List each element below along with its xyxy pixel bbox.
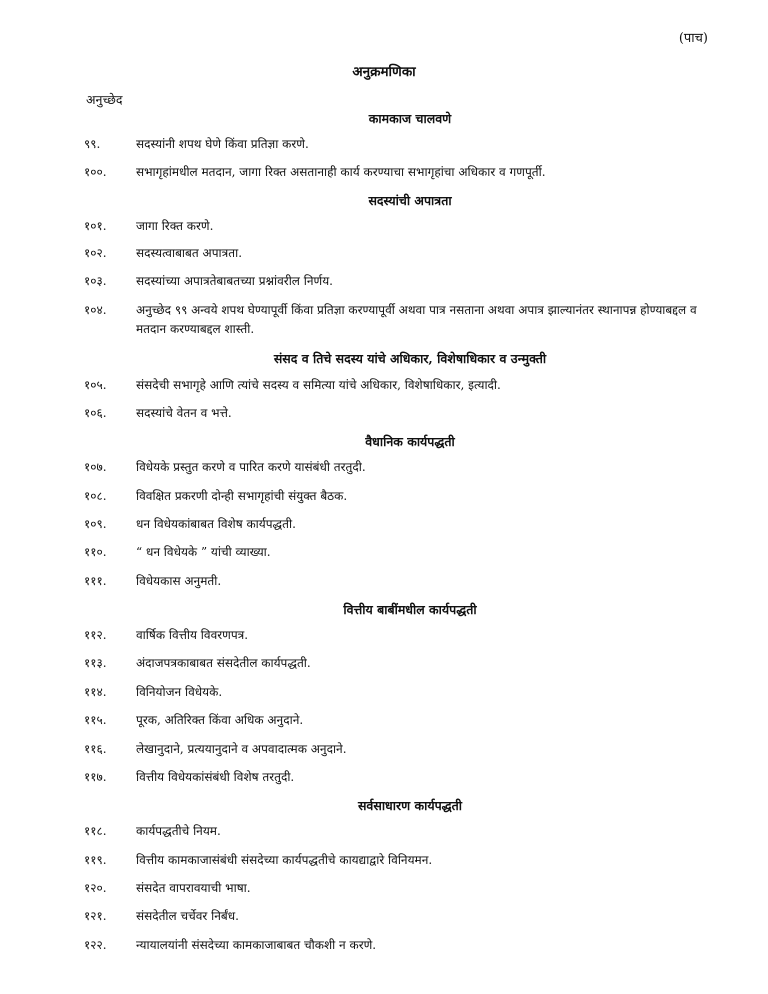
entry-number: १०७.: [84, 460, 107, 474]
toc-entry: [84, 851, 724, 870]
entry-number: ९९.: [84, 137, 101, 151]
section-heading: वैधानिक कार्यपद्धती: [365, 434, 455, 449]
entry-text: संसदेत वापरावयाची भाषा.: [136, 881, 251, 895]
toc-entry: [84, 626, 724, 645]
toc-entry: [84, 654, 724, 673]
entry-number: ११०.: [84, 545, 107, 559]
entry-number: १२२.: [84, 938, 107, 952]
entry-text: लेखानुदाने, प्रत्ययानुदाने व अपवादात्मक अनुदाने.: [136, 742, 347, 756]
entry-number: १०६.: [84, 406, 107, 420]
entry-number: ११३.: [84, 656, 107, 670]
entry-number: १२०.: [84, 881, 107, 895]
entry-text: न्यायालयांनी संसदेच्या कामकाजाबाबत चौकशी न करणे.: [136, 938, 377, 952]
toc-entry: [84, 936, 724, 955]
toc-entry: [84, 487, 724, 506]
toc-entry: [84, 768, 724, 787]
entry-number: १०४.: [84, 303, 107, 317]
toc-entry: [84, 515, 724, 534]
entry-number: १११.: [84, 574, 107, 588]
toc-entry: [84, 135, 724, 154]
entry-text: “ धन विधेयके ” यांची व्याख्या.: [136, 545, 271, 559]
toc-entry: [84, 163, 724, 182]
section-heading: सर्वसाधारण कार्यपद्धती: [357, 798, 463, 813]
entry-text: धन विधेयकांबाबत विशेष कार्यपद्धती.: [136, 517, 296, 531]
entry-number: ११६.: [84, 742, 107, 756]
entry-text: विधेयकास अनुमती.: [136, 574, 222, 588]
section-heading: सदस्यांची अपात्रता: [368, 193, 452, 208]
entry-number: ११८.: [84, 824, 107, 838]
section-heading: वित्तीय बाबींमधील कार्यपद्धती: [343, 602, 477, 617]
entry-text: वार्षिक वित्तीय विवरणपत्र.: [136, 628, 249, 642]
toc-entry: [84, 572, 724, 591]
entry-text: संसदेतील चर्चेवर निर्बंध.: [136, 909, 239, 923]
entry-number: ११२.: [84, 628, 107, 642]
toc-entry: [84, 711, 724, 730]
toc-entry: [84, 683, 724, 702]
entry-text: विवक्षित प्रकरणी दोन्ही सभागृहांची संयुक्त बैठक.: [136, 489, 348, 503]
entry-number: ११९.: [84, 853, 107, 867]
entry-text: सदस्यत्वाबाबत अपात्रता.: [136, 246, 243, 260]
entry-text: कार्यपद्धतीचे नियम.: [136, 824, 221, 838]
entry-text: वित्तीय कामकाजासंबंधी संसदेच्या कार्यपद्धतीचे कायद्याद्वारे विनियमन.: [136, 853, 433, 867]
entry-number: १०१.: [84, 219, 107, 233]
entry-text: अनुच्छेद ९९ अन्वये शपथ घेण्यापूर्वी किंवा प्रतिज्ञा करण्यापूर्वी अथवा पात्र नसताना अथवा अपात्र झाल्यानंतर स्थानापन्न होण्याबद्दल व मतदान करण्याबद्दल शास्ती.: [136, 303, 697, 336]
entry-number: ११७.: [84, 770, 107, 784]
section-heading: कामकाज चालवणे: [368, 111, 452, 126]
entry-number: ११४.: [84, 685, 107, 699]
entry-number: ११५.: [84, 713, 107, 727]
toc-entry: [84, 879, 724, 898]
toc-entry: [84, 272, 724, 291]
toc-entry: [84, 376, 724, 395]
entry-number: १०३.: [84, 274, 107, 288]
page-title: अनुक्रमणिका: [352, 64, 416, 80]
entry-text: जागा रिक्त करणे.: [136, 219, 214, 233]
entry-number: १०२.: [84, 246, 107, 260]
entry-text: सभागृहांमधील मतदान, जागा रिक्त असतानाही कार्य करण्याचा सभागृहांचा अधिकार व गणपूर्ती.: [136, 165, 546, 179]
entry-text: संसदेची सभागृहे आणि त्यांचे सदस्य व समित्या यांचे अधिकार, विशेषाधिकार, इत्यादी.: [136, 378, 501, 392]
toc-entry: [84, 458, 724, 477]
entry-number: १०८.: [84, 489, 107, 503]
entry-number: १२१.: [84, 909, 107, 923]
toc-entry: [84, 217, 724, 236]
section-heading: संसद व तिचे सदस्य यांचे अधिकार, विशेषाधिकार व उन्मुक्ती: [273, 351, 547, 366]
page-number: (पाच): [678, 31, 708, 46]
toc-entry: [84, 543, 724, 562]
entry-text: सदस्यांचे वेतन व भत्ते.: [136, 406, 232, 420]
toc-entry: [84, 907, 724, 926]
toc-entry: [84, 404, 724, 423]
entry-number: १०९.: [84, 517, 107, 531]
entry-text: पूरक, अतिरिक्त किंवा अधिक अनुदाने.: [136, 713, 304, 727]
entry-number: १०५.: [84, 378, 107, 392]
entry-text: सदस्यांनी शपथ घेणे किंवा प्रतिज्ञा करणे.: [136, 137, 309, 151]
toc-entry: [84, 301, 724, 339]
entry-text: विनियोजन विधेयके.: [136, 685, 223, 699]
column-label: अनुच्छेद: [86, 92, 123, 107]
toc-entry: [84, 740, 724, 759]
toc-entry: [84, 244, 724, 263]
toc-entry: [84, 822, 724, 841]
entry-text: सदस्यांच्या अपात्रतेबाबतच्या प्रश्नांवरील निर्णय.: [136, 274, 333, 288]
entry-number: १००.: [84, 165, 107, 179]
entry-text: विधेयके प्रस्तुत करणे व पारित करणे यासंबंधी तरतुदी.: [136, 460, 366, 474]
entry-text: वित्तीय विधेयकांसंबंधी विशेष तरतुदी.: [136, 770, 295, 784]
entry-text: अंदाजपत्रकाबाबत संसदेतील कार्यपद्धती.: [136, 656, 311, 670]
